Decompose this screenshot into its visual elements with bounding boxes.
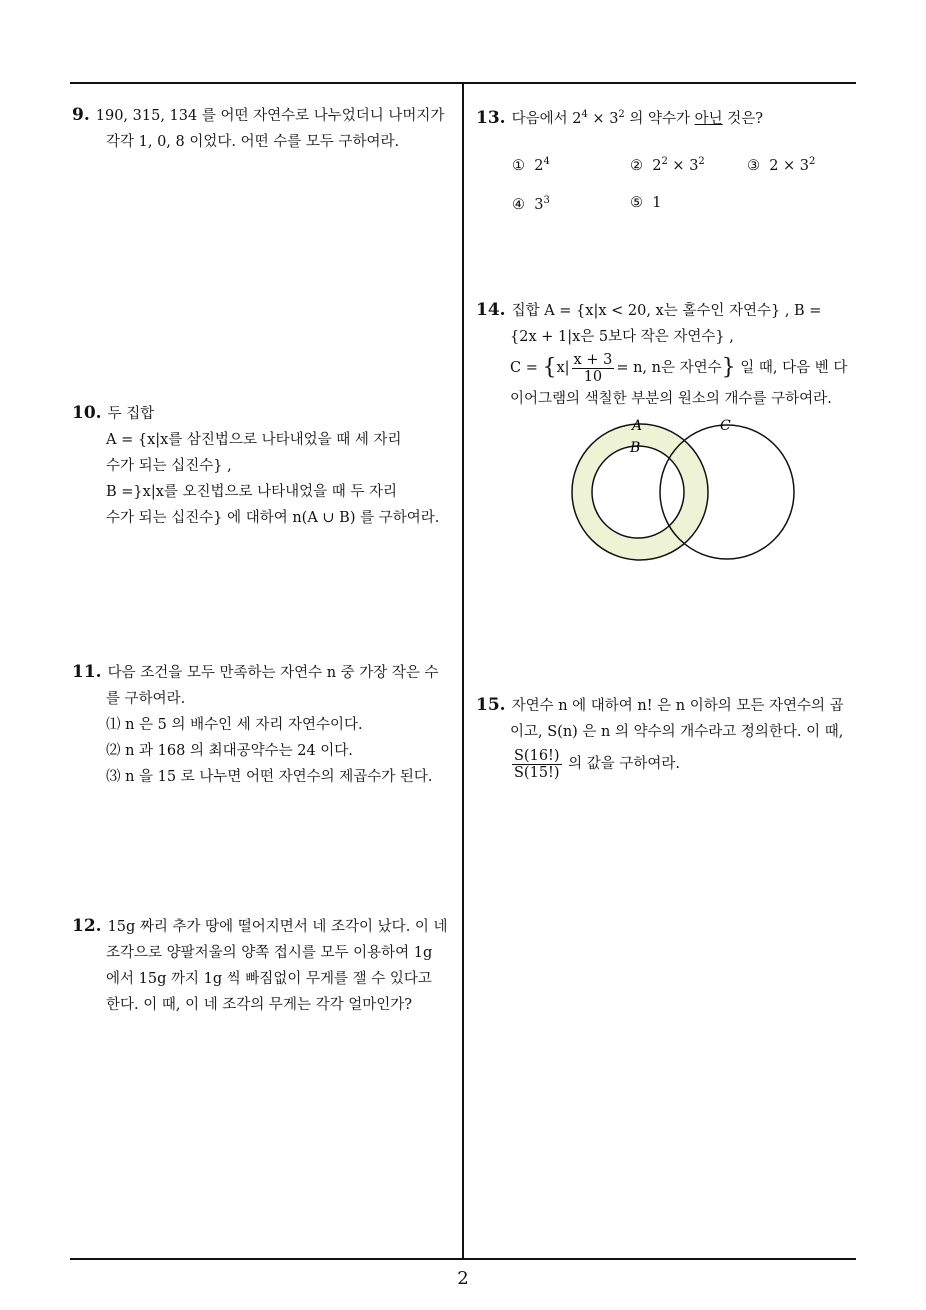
question-number: 13. — [476, 107, 506, 128]
question-number: 14. — [476, 300, 506, 320]
condition-3: ⑶ n 을 15 로 나누면 어떤 자연수의 제곱수가 된다. — [106, 769, 433, 785]
question-number: 9. — [72, 105, 90, 125]
question-text: 수가 되는 십진수} 에 대하여 n(A ∪ B) 를 구하여라. — [106, 510, 440, 526]
question-15 — [476, 692, 861, 783]
question-text: B =}x|x를 오진법으로 나타내었을 때 두 자리 — [106, 484, 398, 500]
question-text: 190, 315, 134 를 어떤 자연수로 나누었더니 나머지가 — [95, 108, 445, 124]
choice-4: ④ $3^3$ — [512, 195, 550, 213]
question-10 — [72, 400, 457, 531]
question-12 — [72, 913, 457, 1018]
question-text: A = {x|x를 삼진법으로 나타내었을 때 세 자리 — [106, 432, 402, 448]
question-text: 각각 1, 0, 8 이었다. 어떤 수를 모두 구하여라. — [106, 134, 400, 150]
page-number: 2 — [457, 1268, 469, 1289]
set-c-definition: C = {x| $\frac{x + 3}{10}$ = n, n은 자연수} 일 때, 다음 벤 다 — [510, 351, 848, 385]
choice-3: ③ $2 \times 3^2$ — [747, 156, 816, 174]
question-text: 15g 짜리 추가 땅에 떨어지면서 네 조각이 났다. 이 네 — [107, 919, 448, 935]
label-c: C — [720, 418, 731, 434]
venn-diagram — [560, 412, 810, 572]
condition-1: ⑴ n 은 5 의 배수인 세 자리 자연수이다. — [106, 717, 363, 733]
condition-2: ⑵ n 과 168 의 최대공약수는 24 이다. — [106, 743, 353, 759]
question-text: 이고, S(n) 은 n 의 약수의 개수라고 정의한다. 이 때, — [510, 724, 844, 740]
question-text: 한다. 이 때, 이 네 조각의 무게는 각각 얼마인가? — [106, 997, 412, 1013]
question-text: {2x + 1|x은 5보다 작은 자연수} , — [510, 329, 734, 345]
question-text: 두 집합 — [107, 406, 155, 422]
column-divider — [462, 83, 464, 1259]
question-11 — [72, 659, 457, 790]
fraction: $\frac{x + 3}{10}$ — [573, 351, 613, 385]
question-9 — [72, 102, 457, 155]
question-number: 15. — [476, 695, 506, 715]
label-a: A — [632, 418, 643, 434]
question-text: 집합 A = {x|x < 20, x는 홀수인 자연수} , B = — [511, 303, 822, 319]
bottom-rule — [70, 1258, 856, 1260]
question-text: 조각으로 양팔저울의 양쪽 접시를 모두 이용하여 1g — [106, 945, 433, 961]
question-number: 12. — [72, 916, 102, 936]
question-number: 11. — [72, 662, 102, 682]
question-text: 다음에서 $2^4 \times 3^2$ 의 약수가 아닌 것은? — [511, 109, 764, 127]
question-text: 를 구하여라. — [106, 691, 186, 707]
question-number: 10. — [72, 403, 102, 423]
underlined-word: 아닌 — [694, 110, 723, 127]
question-text: 수가 되는 십진수} , — [106, 458, 232, 474]
question-text: $\frac{S(16!)}{S(15!)}$ 의 값을 구하여라. — [514, 747, 681, 781]
question-text: 자연수 n 에 대하여 n! 은 n 이하의 모든 자연수의 곱 — [511, 698, 844, 714]
question-text: 다음 조건을 모두 만족하는 자연수 n 중 가장 작은 수 — [107, 665, 439, 681]
fraction: $\frac{S(16!)}{S(15!)}$ — [514, 747, 560, 781]
label-b: B — [630, 440, 641, 456]
question-13 — [476, 102, 861, 132]
choice-5: ⑤ 1 — [630, 195, 662, 211]
question-text: 에서 15g 까지 1g 씩 빠짐없이 무게를 잴 수 있다고 — [106, 971, 432, 987]
choice-2: ② $2^2 \times 3^2$ — [630, 156, 705, 174]
choice-1: ① $2^4$ — [512, 156, 550, 174]
question-text: 이어그램의 색칠한 부분의 원소의 개수를 구하여라. — [510, 391, 832, 407]
question-14 — [476, 297, 861, 412]
